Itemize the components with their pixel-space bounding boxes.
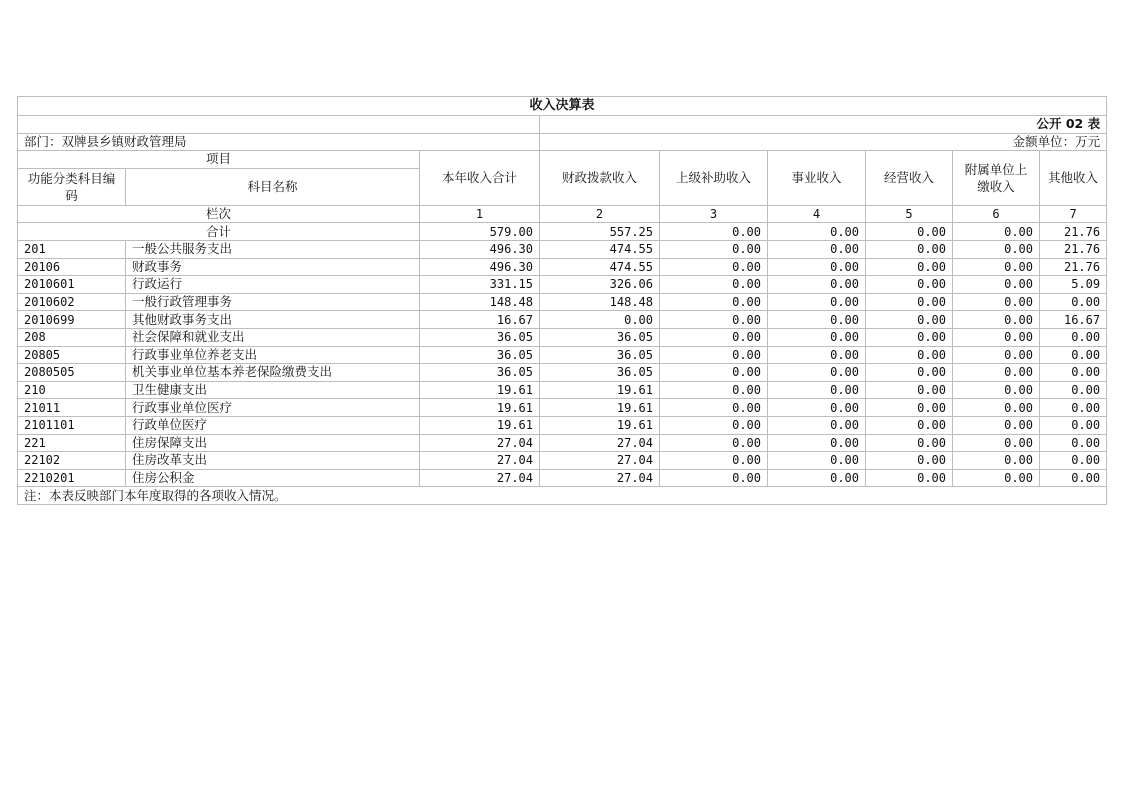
total-value: 0.00: [768, 223, 866, 241]
amount-cell: 0.00: [953, 364, 1040, 382]
amount-cell: 27.04: [420, 452, 540, 470]
amount-cell: 0.00: [1040, 328, 1107, 346]
amount-cell: 16.67: [420, 311, 540, 329]
amount-cell: 36.05: [420, 346, 540, 364]
total-row: [18, 223, 1107, 241]
subject-code: 20106: [18, 258, 126, 276]
table-row: [18, 434, 1107, 452]
col-number-1: 1: [420, 205, 540, 223]
total-value: 579.00: [420, 223, 540, 241]
table-row: [18, 258, 1107, 276]
amount-cell: 36.05: [540, 346, 660, 364]
subject-name: 卫生健康支出: [126, 381, 420, 399]
amount-cell: 474.55: [540, 258, 660, 276]
amount-cell: 16.67: [1040, 311, 1107, 329]
department-label: 部门：双牌县乡镇财政管理局: [18, 133, 540, 151]
amount-cell: 19.61: [420, 399, 540, 417]
subject-code: 201: [18, 240, 126, 258]
amount-cell: 0.00: [768, 469, 866, 487]
header-col-3: 上级补助收入: [660, 151, 768, 206]
amount-cell: 0.00: [660, 469, 768, 487]
table-row: [18, 452, 1107, 470]
amount-cell: 19.61: [540, 416, 660, 434]
amount-cell: 0.00: [660, 328, 768, 346]
amount-cell: 0.00: [866, 364, 953, 382]
amount-cell: 0.00: [866, 469, 953, 487]
col-number-4: 4: [768, 205, 866, 223]
amount-cell: 496.30: [420, 258, 540, 276]
table-row: [18, 293, 1107, 311]
amount-cell: 0.00: [1040, 381, 1107, 399]
amount-cell: 0.00: [768, 434, 866, 452]
amount-cell: 496.30: [420, 240, 540, 258]
income-final-accounts-table: [17, 96, 1107, 505]
amount-cell: 0.00: [660, 416, 768, 434]
amount-cell: 0.00: [953, 381, 1040, 399]
col-number-3: 3: [660, 205, 768, 223]
amount-cell: 0.00: [768, 364, 866, 382]
amount-cell: 0.00: [660, 276, 768, 294]
subject-code: 21011: [18, 399, 126, 417]
amount-cell: 21.76: [1040, 240, 1107, 258]
header-col-2: 财政拨款收入: [540, 151, 660, 206]
table-row: [18, 381, 1107, 399]
amount-cell: 0.00: [1040, 399, 1107, 417]
table-note: 注：本表反映部门本年度取得的各项收入情况。: [18, 487, 1107, 505]
subject-name: 行政运行: [126, 276, 420, 294]
subject-code: 2080505: [18, 364, 126, 382]
total-value: 0.00: [660, 223, 768, 241]
subject-code: 2210201: [18, 469, 126, 487]
amount-cell: 0.00: [866, 434, 953, 452]
row-index-label: 栏次: [18, 205, 420, 223]
amount-cell: 0.00: [866, 328, 953, 346]
subject-code: 210: [18, 381, 126, 399]
subject-name: 社会保障和就业支出: [126, 328, 420, 346]
amount-cell: 36.05: [420, 328, 540, 346]
amount-cell: 0.00: [540, 311, 660, 329]
amount-cell: 0.00: [866, 452, 953, 470]
amount-cell: 0.00: [768, 328, 866, 346]
amount-cell: 36.05: [420, 364, 540, 382]
amount-cell: 0.00: [768, 346, 866, 364]
amount-cell: 0.00: [660, 258, 768, 276]
subject-code: 2010699: [18, 311, 126, 329]
amount-cell: 0.00: [660, 434, 768, 452]
header-name: 科目名称: [126, 168, 420, 205]
amount-cell: 0.00: [1040, 416, 1107, 434]
subject-name: 机关事业单位基本养老保险缴费支出: [126, 364, 420, 382]
total-value: 557.25: [540, 223, 660, 241]
amount-cell: 0.00: [866, 293, 953, 311]
header-col-5: 经营收入: [866, 151, 953, 206]
amount-cell: 0.00: [1040, 452, 1107, 470]
subject-name: 一般行政管理事务: [126, 293, 420, 311]
amount-cell: 0.00: [953, 399, 1040, 417]
amount-cell: 0.00: [768, 311, 866, 329]
subject-name: 财政事务: [126, 258, 420, 276]
amount-cell: 0.00: [953, 452, 1040, 470]
amount-cell: 148.48: [420, 293, 540, 311]
amount-cell: 19.61: [420, 416, 540, 434]
amount-cell: 27.04: [420, 434, 540, 452]
amount-cell: 0.00: [660, 399, 768, 417]
subject-name: 行政单位医疗: [126, 416, 420, 434]
amount-cell: 0.00: [1040, 364, 1107, 382]
amount-cell: 0.00: [866, 311, 953, 329]
amount-cell: 331.15: [420, 276, 540, 294]
amount-cell: 0.00: [953, 276, 1040, 294]
amount-cell: 0.00: [660, 452, 768, 470]
amount-cell: 0.00: [660, 381, 768, 399]
amount-cell: 0.00: [953, 258, 1040, 276]
table-row: [18, 240, 1107, 258]
amount-cell: 0.00: [660, 293, 768, 311]
subject-name: 一般公共服务支出: [126, 240, 420, 258]
amount-cell: 0.00: [953, 293, 1040, 311]
amount-cell: 0.00: [866, 240, 953, 258]
amount-cell: 0.00: [768, 381, 866, 399]
total-label: 合计: [18, 223, 420, 241]
amount-cell: 0.00: [953, 346, 1040, 364]
subject-name: 住房改革支出: [126, 452, 420, 470]
table-row: [18, 346, 1107, 364]
table-row: [18, 364, 1107, 382]
amount-cell: 326.06: [540, 276, 660, 294]
subject-code: 2010601: [18, 276, 126, 294]
amount-cell: 21.76: [1040, 258, 1107, 276]
amount-unit-label: 金额单位：万元: [540, 133, 1107, 151]
col-number-2: 2: [540, 205, 660, 223]
amount-cell: 0.00: [953, 311, 1040, 329]
subject-code: 2010602: [18, 293, 126, 311]
subject-name: 住房保障支出: [126, 434, 420, 452]
amount-cell: 148.48: [540, 293, 660, 311]
table-row: [18, 311, 1107, 329]
subject-code: 20805: [18, 346, 126, 364]
amount-cell: 474.55: [540, 240, 660, 258]
amount-cell: 0.00: [953, 328, 1040, 346]
amount-cell: 0.00: [1040, 293, 1107, 311]
amount-cell: 0.00: [768, 258, 866, 276]
amount-cell: 5.09: [1040, 276, 1107, 294]
amount-cell: 0.00: [953, 469, 1040, 487]
amount-cell: 27.04: [540, 452, 660, 470]
amount-cell: 0.00: [660, 364, 768, 382]
subject-name: 其他财政事务支出: [126, 311, 420, 329]
subject-name: 住房公积金: [126, 469, 420, 487]
amount-cell: 27.04: [420, 469, 540, 487]
amount-cell: 27.04: [540, 434, 660, 452]
header-col-1: 本年收入合计: [420, 151, 540, 206]
amount-cell: 0.00: [660, 346, 768, 364]
subject-name: 行政事业单位医疗: [126, 399, 420, 417]
table-row: [18, 469, 1107, 487]
amount-cell: 0.00: [866, 416, 953, 434]
amount-cell: 0.00: [1040, 434, 1107, 452]
header-col-4: 事业收入: [768, 151, 866, 206]
amount-cell: 0.00: [953, 240, 1040, 258]
amount-cell: 0.00: [660, 311, 768, 329]
amount-cell: 0.00: [866, 381, 953, 399]
amount-cell: 19.61: [540, 399, 660, 417]
subject-code: 221: [18, 434, 126, 452]
total-value: 21.76: [1040, 223, 1107, 241]
header-item: 项目: [18, 151, 420, 169]
amount-cell: 0.00: [768, 452, 866, 470]
amount-cell: 0.00: [866, 276, 953, 294]
table-row: [18, 328, 1107, 346]
table-title: 收入决算表: [18, 97, 1107, 116]
header-col-6: 附属单位上缴收入: [953, 151, 1040, 206]
form-number: 公开 02 表: [540, 116, 1107, 134]
amount-cell: 0.00: [768, 276, 866, 294]
amount-cell: 0.00: [768, 416, 866, 434]
total-value: 0.00: [866, 223, 953, 241]
blank-cell: [18, 116, 540, 134]
amount-cell: 0.00: [660, 240, 768, 258]
col-number-5: 5: [866, 205, 953, 223]
amount-cell: 27.04: [540, 469, 660, 487]
amount-cell: 0.00: [768, 240, 866, 258]
subject-name: 行政事业单位养老支出: [126, 346, 420, 364]
header-code: 功能分类科目编码: [18, 168, 126, 205]
amount-cell: 19.61: [540, 381, 660, 399]
amount-cell: 0.00: [866, 258, 953, 276]
amount-cell: 0.00: [768, 399, 866, 417]
table-row: [18, 416, 1107, 434]
amount-cell: 0.00: [1040, 469, 1107, 487]
amount-cell: 36.05: [540, 364, 660, 382]
amount-cell: 0.00: [953, 416, 1040, 434]
col-number-6: 6: [953, 205, 1040, 223]
amount-cell: 0.00: [953, 434, 1040, 452]
table-row: [18, 276, 1107, 294]
subject-code: 2101101: [18, 416, 126, 434]
total-value: 0.00: [953, 223, 1040, 241]
header-col-7: 其他收入: [1040, 151, 1107, 206]
amount-cell: 0.00: [866, 346, 953, 364]
col-number-7: 7: [1040, 205, 1107, 223]
amount-cell: 36.05: [540, 328, 660, 346]
amount-cell: 0.00: [866, 399, 953, 417]
amount-cell: 0.00: [768, 293, 866, 311]
amount-cell: 19.61: [420, 381, 540, 399]
subject-code: 22102: [18, 452, 126, 470]
table-row: [18, 399, 1107, 417]
subject-code: 208: [18, 328, 126, 346]
amount-cell: 0.00: [1040, 346, 1107, 364]
